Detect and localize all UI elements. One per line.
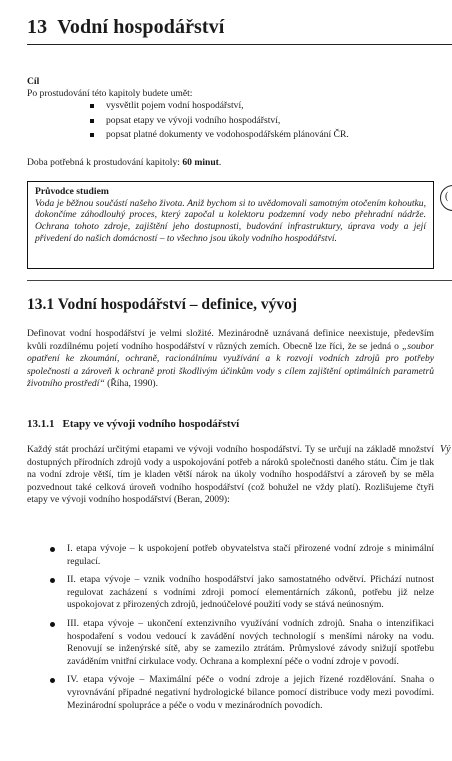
study-guide-heading: Průvodce studiem xyxy=(35,186,109,197)
bullet-dot-icon xyxy=(50,678,55,683)
chapter-number: 13 xyxy=(27,16,48,38)
section-title: 13.1 Vodní hospodářství – definice, vývoj xyxy=(27,296,298,313)
stage-item xyxy=(50,543,434,568)
stage-text: III. etapa vývoje – ukončení extenzivního využívání vodních zdrojů. Snaha o intenzifikaci hospodaření s vodou vedoucí k zavádění nových technologií s menšími nároky na vodu. Renovují se inženýrské sítě, aby se zamezilo ztrátám. Průmyslové závody snižují spotřebu zaváděním vnitřní cirkulace vody. Ochrana a komplexní péče o vodní zdroje v povodí. xyxy=(67,617,434,667)
study-guide-box xyxy=(27,181,434,269)
stages-list xyxy=(50,543,434,712)
bullet-dot-icon xyxy=(50,622,55,627)
stage-item xyxy=(50,618,434,668)
goal-heading: Cíl xyxy=(27,76,40,87)
chapter-rule xyxy=(27,44,452,45)
stage-item xyxy=(50,674,434,712)
goal-intro: Po prostudování této kapitoly budete umět: xyxy=(27,88,193,99)
goal-item-text: popsat platné dokumenty ve vodohospodářském plánování ČR. xyxy=(106,129,349,140)
goal-item xyxy=(90,129,349,144)
margin-circle-icon xyxy=(440,185,452,211)
square-bullet-icon xyxy=(90,104,94,108)
definition-paragraph xyxy=(27,328,434,391)
goal-item-text: popsat etapy ve vývoji vodního hospodářství, xyxy=(106,114,281,126)
stage-item xyxy=(50,574,434,612)
goal-item-text: vysvětlit pojem vodní hospodářství, xyxy=(106,100,244,111)
section-divider xyxy=(27,280,452,281)
study-guide-text: Voda je běžnou součástí našeho života. Aniž bychom si to uvědomovali samotným otočením kohoutku, dokončíme záhodlouhý proces, který započal u kolektoru podzemní vody nebo přehradní nádrže. Ochrana tohoto zdroje, zajištění jeho dostupnosti, budování infrastruktury, úprava vody a její přivedení do našich domácností – to všechno jsou úkoly vodního hospodářství. xyxy=(35,197,426,244)
study-time-label: Doba potřebná k prostudování kapitoly: xyxy=(27,157,180,168)
goal-list xyxy=(90,100,349,144)
bullet-dot-icon xyxy=(50,578,55,583)
chapter-title-text: Vodní hospodářství xyxy=(57,16,225,38)
study-time-value: 60 minut xyxy=(182,157,219,168)
chapter-title xyxy=(27,16,224,39)
subsection-number: 13.1.1 xyxy=(27,418,55,430)
subsection-title xyxy=(27,418,239,430)
square-bullet-icon xyxy=(90,133,94,137)
study-time-suffix: . xyxy=(218,157,222,168)
stages-intro-paragraph: Každý stát prochází určitými etapami ve vývoji vodního hospodářství. Ty se určují na základě množství dostupných přírodních zdrojů vody a uspokojování potřeb a nároků společnosti daného státu. Čím je tlak na vodní zdroje větší, tím je kladen větší nárok na úkoly vodního hospodářství a zároveň by se měla pozvednout také celková úroveň vodního hospodářství (což bohužel ne vždy platí). Rozlišujeme čtyři etapy ve vývoji vodního hospodářství (Beran, 2009): xyxy=(27,444,434,506)
subsection-title-text: Etapy ve vývoji vodního hospodářství xyxy=(62,418,240,430)
square-bullet-icon xyxy=(90,119,94,123)
margin-circle-glyph: ( xyxy=(445,191,449,202)
stage-text: II. etapa vývoje – vznik vodního hospodářství jako samostatného odvětví. Přichází nutnost regulovat zacházení s vodními zdroji pomocí elementárních zákonů, potřebu již nelze uspokojovat z přirozených zdrojů, jednoúčelové použití vody se stává neúnosným. xyxy=(67,574,434,611)
margin-note: Vý xyxy=(440,444,451,455)
definition-citation: (Říha, 1990). xyxy=(104,378,159,390)
goal-item xyxy=(90,100,349,115)
stage-text: I. etapa vývoje – k uspokojení potřeb obyvatelstva stačí přirozené vodní zdroje s minimální regulací. xyxy=(67,543,434,567)
bullet-dot-icon xyxy=(50,547,55,552)
stage-text: IV. etapa vývoje – Maximální péče o vodní zdroje a jejich řízené rozdělování. Snaha o vyrovnávání případné negativní hydrologické bilance pomocí distribuce vody mezi povodími. Mezinárodní spolupráce a péče o vodu v mezinárodních povodích. xyxy=(67,674,434,711)
definition-quote: „soubor opatření ke zkoumání, ochraně, racionálnímu využívání a k rozvoji vodních zdrojů pro potřeby společnosti a zároveň k ochraně proti škodlivým účinkům vody s cílem zajištění optimálních parametrů životního prostředí“ xyxy=(27,340,434,390)
study-time xyxy=(27,157,221,170)
definition-text-start: Definovat vodní hospodářství je velmi složité. Mezinárodně uznávaná definice neexistuje, především kvůli rozdílnému pojetí vodního hospodářství v různých zemích. Obecně lze říci, že se jedná o xyxy=(27,328,434,352)
goal-item xyxy=(90,115,349,130)
